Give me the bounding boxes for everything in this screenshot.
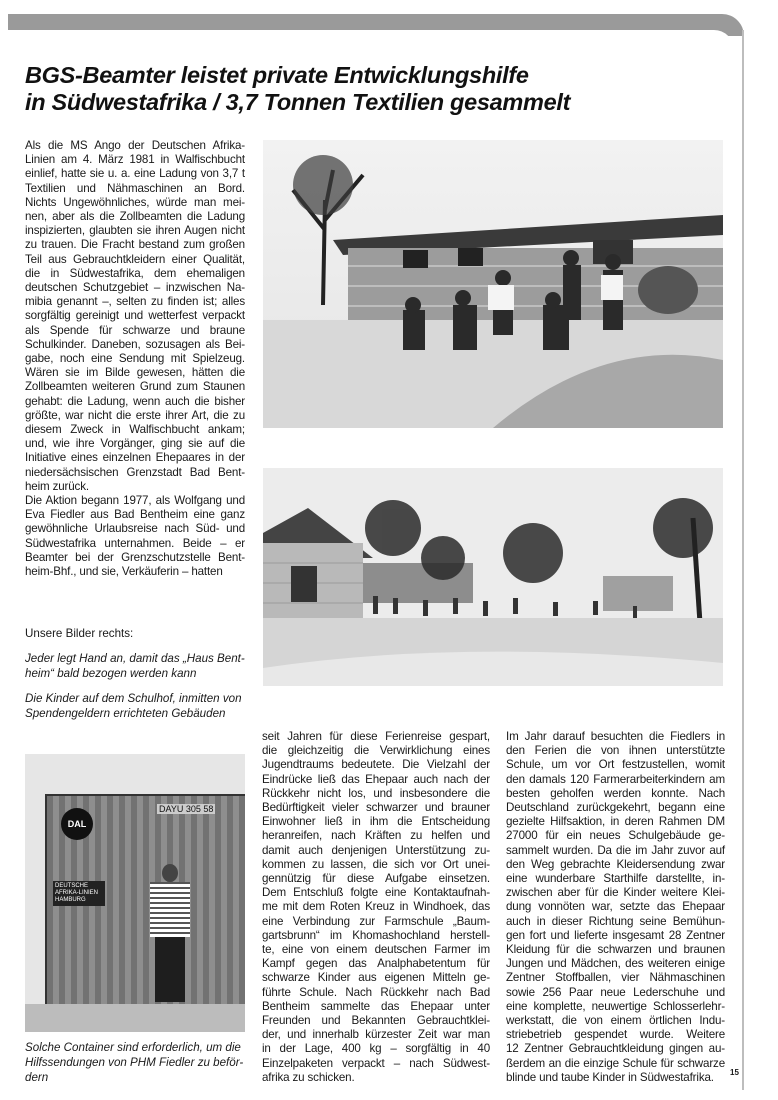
photo-construction-work xyxy=(263,140,723,428)
text-line: die gleichzeitig die Verwirklichung eines xyxy=(262,744,490,758)
text-line: zu trauen. Die Fracht bestand zum großen xyxy=(25,238,245,252)
text-line: Jugendtraums bedeutete. Die Vielzahl der xyxy=(262,758,490,772)
text-line: te, eine von einem deutschen Farmer im xyxy=(262,943,490,957)
container-code: DAYU 305 58 xyxy=(159,804,214,814)
text-line: Bentheim sammelte das Ehepaar unter xyxy=(262,999,490,1013)
title-line: BGS-Beamter leistet private Entwicklungshilfe xyxy=(25,62,529,88)
text-line: einlief, hatte sie u. a. eine Ladung von 3,7 t xyxy=(25,167,245,181)
text-line: die in Südwestafrika, dem ehemaligen xyxy=(25,266,245,280)
article-title xyxy=(25,62,725,116)
text-line: gezielte Hilfsaktion, in deren Rahmen DM xyxy=(506,815,725,829)
schoolyard-photo-image xyxy=(263,468,723,686)
text-line: deutschen Schutzgebiet – inzwischen Na- xyxy=(25,281,245,295)
text-line: den Weg gebrachte Kleidersendung zwar xyxy=(506,857,725,871)
man-figure xyxy=(150,864,190,1004)
text-line: heim-Bhf., und sie, Verkäuferin – hatten xyxy=(25,565,223,579)
text-line: Dem Entschluß folgte eine Kontaktaufnah- xyxy=(262,886,490,900)
text-line: Schulkinder. Daneben, sozusagen als Bei- xyxy=(25,337,245,351)
text-line: besten geholfen werden konnte. Nach xyxy=(506,786,725,800)
text-line: der, und innerhalb kürzester Zeit war man xyxy=(262,1028,490,1042)
text-line: Rückkehr nicht los, und insbesondere die xyxy=(262,786,490,800)
text-line: Einzelpaketen verpackt – nach Südwest- xyxy=(262,1056,490,1070)
captions-heading: Unsere Bilder rechts: xyxy=(25,627,134,640)
text-line: heranreifen, nach Kräften zu helfen und xyxy=(262,829,490,843)
container-logo: DAL xyxy=(61,808,93,840)
ground xyxy=(25,1004,245,1032)
text-line: kommen zu lassen, die sich vor Ort unei- xyxy=(262,857,490,871)
paragraph xyxy=(262,730,490,1085)
text-line: nen, aber als die Zollbeamten die Ladung xyxy=(25,210,245,224)
caption-photo2: Spendengeldern errichteten Gebäuden xyxy=(25,707,226,720)
caption-line: Hilfssendungen von PHM Fiedler zu beför- xyxy=(25,1056,244,1069)
text-line: Deutschland zurückgekehrt, begann eine xyxy=(506,801,725,815)
paragraph xyxy=(506,730,725,1085)
middle-column xyxy=(262,730,490,1085)
text-line: Teil aus Gebrauchtkleidern einer Qualität, xyxy=(25,252,245,266)
text-line: Im Jahr darauf besuchten die Fiedlers in xyxy=(506,730,725,743)
paragraph xyxy=(25,139,245,494)
text-line: gehabt: die Ladung, wenn auch die bisher xyxy=(25,394,245,408)
text-line: mibia genannt –, selten zu finden ist; alles xyxy=(25,295,245,309)
caption-photo1: Jeder legt Hand an, damit das „Haus Bent- xyxy=(25,652,245,665)
text-line: Kampf gegen das Analphabetentum für xyxy=(262,957,490,971)
text-line: gennützig für diese Aufgabe einsetzen. xyxy=(262,872,490,886)
text-line: gabe, noch eine Sendung mit Spielzeug. xyxy=(25,352,245,366)
text-line: Wären sie im Bilde gewesen, hätten die xyxy=(25,366,245,380)
container-body xyxy=(45,794,245,1006)
caption-line: dern xyxy=(25,1071,49,1084)
text-line: Die Aktion begann 1977, als Wolfgang und xyxy=(25,494,245,508)
photo-container xyxy=(25,754,245,1032)
text-line: sowie 256 Paar neue Lederschuhe und xyxy=(506,985,725,999)
text-line: Textilien und Nähmaschinen an Bord. xyxy=(25,181,245,195)
captions-block xyxy=(25,626,247,721)
title-line: in Südwestafrika / 3,7 Tonnen Textilien gesammelt xyxy=(25,89,571,115)
photo-schoolyard xyxy=(263,468,723,686)
text-line: inspizierten, glaubten sie ihren Augen nicht xyxy=(25,224,245,238)
text-line: blinde und taube Kinder in Südwestafrika. xyxy=(506,1070,714,1084)
text-line: Zollbeamten weiteren Grund zum Staunen xyxy=(25,380,245,394)
construction-photo-image xyxy=(263,140,723,428)
text-line: Kleidung für die schwarzen und braunen xyxy=(506,943,725,957)
text-line: Eindrücke ließ das Ehepaar auch nach der xyxy=(262,772,490,786)
text-line: den Ferien die von ihnen unterstützte xyxy=(506,744,725,758)
text-line: und, wie ihre Vorgänger, ging sie auf die xyxy=(25,437,245,451)
text-line: in der Lage, 400 kg – sorgfältig in 40 xyxy=(262,1042,490,1056)
text-line: Nichts Ungewöhnliches, würde man mei- xyxy=(25,195,245,209)
caption-photo3 xyxy=(25,1040,247,1085)
text-line: Beamter bei der Grenzschutzstelle Bent- xyxy=(25,550,245,564)
text-line: sammelt wurden. Da die im Jahr zuvor auf xyxy=(506,843,725,857)
text-line: Initiative eines einzelnen Ehepaares in der xyxy=(25,451,245,465)
text-line: Schule, um vor Ort festzustellen, womit xyxy=(506,758,725,772)
text-line: zwischen aber für die Kinder weitere Klei- xyxy=(506,886,725,900)
text-line: striebetrieb gespendet wurde. Weitere xyxy=(506,1028,725,1042)
text-line: Jungen und Mädchen, des weiteren einige xyxy=(506,957,725,971)
text-line: Südwestafrika unternahmen. Beide – er xyxy=(25,536,245,550)
text-line: eine wunderbare Starthilfe darstellte, in- xyxy=(506,872,725,886)
text-line: führte Schule. Nach Rückkehr nach Bad xyxy=(262,985,490,999)
text-line: gartsbrunn“ im Khomashochland herstell- xyxy=(262,928,490,942)
text-line: 27000 für ein neues Schulgebäude ge- xyxy=(506,829,725,843)
caption-photo1: heim“ bald bezogen werden kann xyxy=(25,667,197,680)
text-line: auch in dieser Richtung seine Bemühun- xyxy=(506,914,725,928)
text-line: heim zurück. xyxy=(25,479,89,493)
text-line: Zentner Stoffballen, vier Nähmaschinen xyxy=(506,971,725,985)
text-line: Linien am 4. März 1981 in Walfischbucht xyxy=(25,153,245,167)
caption-line: Solche Container sind erforderlich, um die xyxy=(25,1041,241,1054)
container-side-label: DEUTSCHE AFRIKA-LINIEN HAMBURG xyxy=(53,881,105,906)
text-line: afrika zu schicken. xyxy=(262,1070,355,1084)
text-line: gen fort und lieferte insgesamt 28 Zentner xyxy=(506,928,725,942)
text-line: Freunden und Bekannten Gebrauchtklei- xyxy=(262,1014,490,1028)
text-line: diesem Zweck in Walfischbucht ankam; xyxy=(25,423,245,437)
text-line: me mit dem Roten Kreuz in Windhoek, das xyxy=(262,900,490,914)
text-line: ßerdem an die einzige Schule für schwarze xyxy=(506,1056,725,1070)
left-column xyxy=(25,139,245,579)
paragraph xyxy=(25,494,245,579)
text-line: eine Verbindung zur Farmschule „Baum- xyxy=(262,914,490,928)
text-line: gewöhnliche Urlaubsreise nach Süd- und xyxy=(25,522,245,536)
text-line: den damals 120 Farmerarbeiterkindern am xyxy=(506,772,725,786)
caption-photo2: Die Kinder auf dem Schulhof, inmitten von xyxy=(25,692,242,705)
text-line: 12 Zentner Gebrauchtkleidung gingen au- xyxy=(506,1042,725,1056)
text-line: seit Jahren für diese Ferienreise gespart, xyxy=(262,730,490,743)
text-line: eine komplette, neuwertige Schlosserlehr- xyxy=(506,999,725,1013)
right-column xyxy=(506,730,725,1085)
page-number: 15 xyxy=(730,1068,739,1077)
text-line: schwarze Kinder aus eigenen Mitteln ge- xyxy=(262,971,490,985)
text-line: Bedürftigkeit vieler schwarzer und brauner xyxy=(262,801,490,815)
text-line: Einwohner ließ in ihm die Entscheidung xyxy=(262,815,490,829)
text-line: werkstatt, die von einem örtlichen Indu- xyxy=(506,1014,725,1028)
text-line: größte, war nicht die erste ihrer Art, die zu xyxy=(25,408,245,422)
text-line: dung vonnöten war, setzte das Ehepaar xyxy=(506,900,725,914)
text-line: Eva Fiedler aus Bad Bentheim eine ganz xyxy=(25,508,245,522)
text-line: sorgfältig gereinigt und wetterfest verpackt xyxy=(25,309,245,323)
page-edge xyxy=(742,30,744,1090)
text-line: damit auch denjenigen Unterstützung zu- xyxy=(262,843,490,857)
text-line: als Spende für schwarze und braune xyxy=(25,323,245,337)
text-line: Als die MS Ango der Deutschen Afrika- xyxy=(25,139,245,152)
text-line: niedersächsischen Grenzstadt Bad Bent- xyxy=(25,465,245,479)
